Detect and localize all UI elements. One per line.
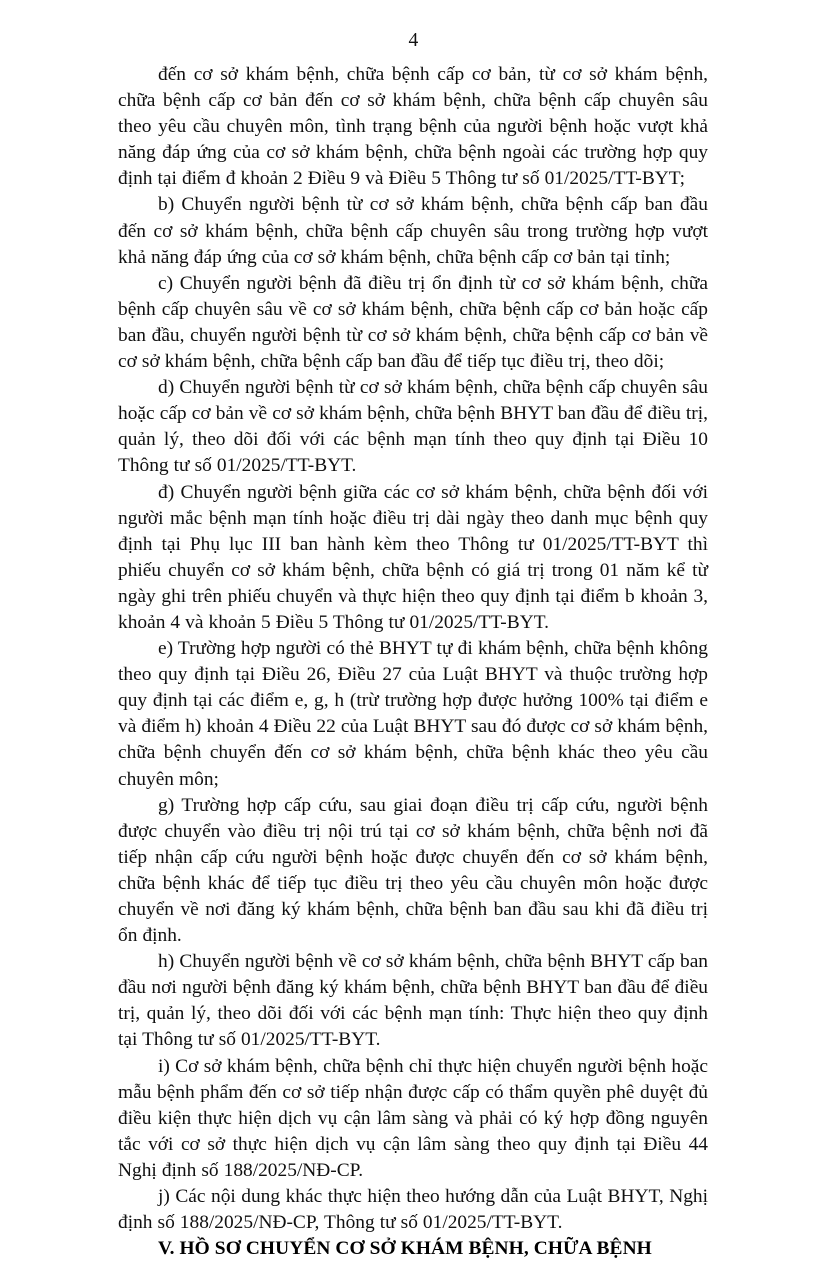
paragraph-j: j) Các nội dung khác thực hiện theo hướng dẫn của Luật BHYT, Nghị định số 188/2025/NĐ-CP, Thông tư số 01/2025/TT-BYT. <box>118 1186 708 1234</box>
paragraph-e: e) Trường hợp người có thẻ BHYT tự đi khám bệnh, chữa bệnh không theo quy định tại Điều 26, Điều 27 của Luật BHYT và thuộc trường hợp quy định tại các điểm e, g, h (trừ trường hợp được hưởng 100% tại điểm e và điểm h) khoản 4 Điều 22 của Luật BHYT sau đó được cơ sở khám bệnh, chữa bệnh chuyển đến cơ sở khám bệnh, chữa bệnh khác theo yêu cầu chuyên môn; <box>118 638 708 790</box>
paragraph-h: h) Chuyển người bệnh về cơ sở khám bệnh, chữa bệnh BHYT cấp ban đầu nơi người bệnh đăng ký khám bệnh, chữa bệnh BHYT ban đầu để điều trị, quản lý, theo dõi đối với các bệnh mạn tính: Thực hiện theo quy định tại Thông tư số 01/2025/TT-BYT. <box>118 951 708 1051</box>
paragraph-i: i) Cơ sở khám bệnh, chữa bệnh chỉ thực hiện chuyển người bệnh hoặc mẫu bệnh phẩm đến cơ sở tiếp nhận được cấp có thẩm quyền phê duyệt đủ điều kiện thực hiện dịch vụ cận lâm sàng và phải có ký hợp đồng nguyên tắc với cơ sở thực hiện dịch vụ cận lâm sàng theo quy định tại Điều 44 Nghị định số 188/2025/NĐ-CP. <box>118 1055 708 1181</box>
paragraph-c: c) Chuyển người bệnh đã điều trị ổn định từ cơ sở khám bệnh, chữa bệnh cấp chuyên sâu về cơ sở khám bệnh, chữa bệnh cấp cơ bản hoặc cấp ban đầu, chuyển người bệnh từ cơ sở khám bệnh, chữa bệnh cấp cơ bản về cơ sở khám bệnh, chữa bệnh cấp ban đầu để tiếp tục điều trị, theo dõi; <box>118 272 708 373</box>
paragraph-continuation: đến cơ sở khám bệnh, chữa bệnh cấp cơ bản, từ cơ sở khám bệnh, chữa bệnh cấp cơ bản đến cơ sở khám bệnh, chữa bệnh cấp chuyên sâu theo yêu cầu chuyên môn, tình trạng bệnh của người bệnh hoặc vượt khả năng đáp ứng của cơ sở khám bệnh, chữa bệnh ngoài các trường hợp quy định tại điểm đ khoản 2 Điều 9 và Điều 5 Thông tư số 01/2025/TT-BYT; <box>118 64 708 190</box>
section-heading-v: V. HỒ SƠ CHUYỂN CƠ SỞ KHÁM BỆNH, CHỮA BỆNH <box>158 1238 652 1260</box>
paragraph-g: g) Trường hợp cấp cứu, sau giai đoạn điều trị cấp cứu, người bệnh được chuyển vào điều trị nội trú tại cơ sở khám bệnh, chữa bệnh nơi đã tiếp nhận cấp cứu người bệnh hoặc được chuyển đến cơ sở khám bệnh, chữa bệnh khác để tiếp tục điều trị theo yêu cầu chuyên môn hoặc được chuyển về nơi đăng ký khám bệnh, chữa bệnh ban đầu sau khi đã điều trị ổn định. <box>118 794 708 947</box>
paragraph-dd: đ) Chuyển người bệnh giữa các cơ sở khám bệnh, chữa bệnh đối với người mắc bệnh mạn tính hoặc điều trị dài ngày theo danh mục bệnh quy định tại Phụ lục III ban hành kèm theo Thông tư 01/2025/TT-BYT thì phiếu chuyển cơ sở khám bệnh, chữa bệnh có giá trị trong 01 năm kể từ ngày ghi trên phiếu chuyển và thực hiện theo quy định tại điểm b khoản 3, khoản 4 và khoản 5 Điều 5 Thông tư 01/2025/TT-BYT. <box>118 481 708 633</box>
page-number: 4 <box>408 30 419 51</box>
paragraph-d: d) Chuyển người bệnh từ cơ sở khám bệnh, chữa bệnh cấp chuyên sâu hoặc cấp cơ bản về cơ sở khám bệnh, chữa bệnh BHYT ban đầu để điều trị, quản lý, theo dõi đối với các bệnh mạn tính theo quy định tại Điều 10 Thông tư số 01/2025/TT-BYT. <box>118 377 708 477</box>
paragraph-b: b) Chuyển người bệnh từ cơ sở khám bệnh, chữa bệnh cấp ban đầu đến cơ sở khám bệnh, chữa bệnh cấp chuyên sâu trong trường hợp vượt khả năng đáp ứng của cơ sở khám bệnh, chữa bệnh cấp cơ bản tại tỉnh; <box>118 194 708 268</box>
document-body <box>118 62 708 1262</box>
